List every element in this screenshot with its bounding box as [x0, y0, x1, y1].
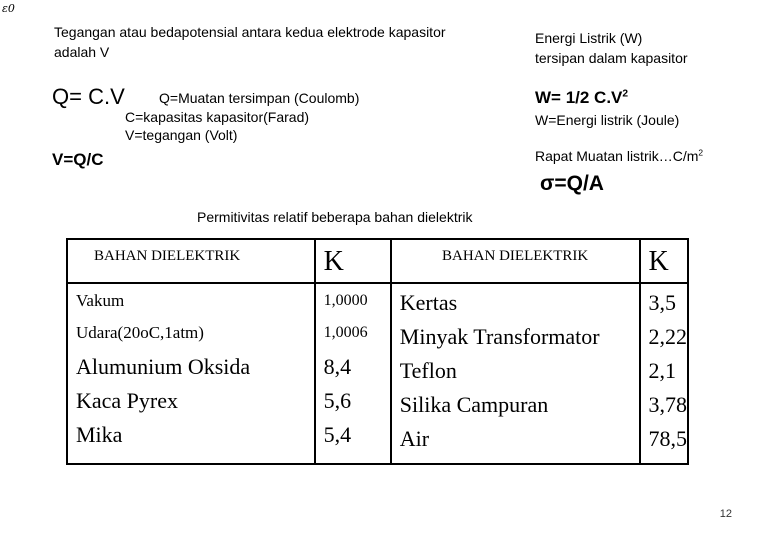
k-air: 78,5 — [648, 426, 687, 451]
charge-density-exponent: 2 — [698, 147, 704, 158]
k-mika: 5,4 — [323, 422, 352, 447]
intro-line-2: adalah V — [54, 44, 110, 60]
formula-v: V=Q/C — [52, 150, 104, 169]
table-title: Permitivitas relatif beberapa bahan dielektrik — [197, 209, 473, 225]
epsilon-symbol: ε0 — [2, 2, 15, 15]
formula-sigma: σ=Q/A — [540, 172, 604, 195]
desc-c-v — [125, 108, 309, 144]
desc-v: V=tegangan (Volt) — [125, 127, 238, 143]
desc-w: W=Energi listrik (Joule) — [535, 112, 680, 128]
page-number: 12 — [719, 508, 732, 520]
k-vakum: 1,0000 — [323, 292, 368, 309]
desc-q: Q=Muatan tersimpan (Coulomb) — [159, 90, 360, 106]
dielectric-table — [66, 238, 689, 465]
material-udara: Udara(20oC,1atm) — [76, 323, 204, 342]
material-silika-campuran: Silika Campuran — [399, 392, 549, 417]
material-alumunium-oksida: Alumunium Oksida — [76, 354, 251, 379]
charge-density-text: Rapat Muatan listrik…C/m — [535, 148, 699, 164]
charge-density-label — [535, 146, 703, 166]
material-kertas: Kertas — [399, 290, 458, 315]
material-minyak-transformator: Minyak Transformator — [399, 324, 600, 349]
k-teflon: 2,1 — [648, 358, 676, 383]
formula-w-base: W= 1/2 C.V — [535, 88, 623, 107]
k-kertas: 3,5 — [648, 290, 676, 315]
material-kaca-pyrex: Kaca Pyrex — [76, 388, 179, 413]
formula-q: Q= C.V — [52, 84, 125, 109]
intro-line-1: Tegangan atau bedapotensial antara kedua elektrode kapasitor — [54, 24, 446, 40]
k-udara: 1,0006 — [323, 324, 368, 341]
k-alumunium-oksida: 8,4 — [323, 354, 352, 379]
left-k-cell — [315, 283, 391, 464]
table-header-row — [67, 239, 688, 283]
k-silika-campuran: 3,78 — [648, 392, 687, 417]
energy-intro-line-1: Energi Listrik (W) — [535, 30, 643, 46]
table-body-row — [67, 283, 688, 464]
right-k-cell — [640, 283, 689, 464]
header-k-left: K — [315, 239, 391, 283]
material-teflon: Teflon — [399, 358, 457, 383]
material-vakum: Vakum — [76, 291, 125, 310]
k-minyak-transformator: 2,22 — [648, 324, 687, 349]
energy-intro-text — [535, 28, 688, 68]
left-materials-cell — [67, 283, 315, 464]
intro-text — [54, 22, 446, 62]
formula-w — [535, 88, 628, 108]
desc-c: C=kapasitas kapasitor(Farad) — [125, 109, 310, 125]
header-material-right: BAHAN DIELEKTRIK — [391, 239, 640, 283]
k-kaca-pyrex: 5,6 — [323, 388, 352, 413]
formula-w-exponent: 2 — [622, 88, 629, 100]
energy-intro-line-2: tersipan dalam kapasitor — [535, 50, 688, 66]
material-mika: Mika — [76, 422, 123, 447]
material-air: Air — [399, 426, 430, 451]
header-material-left: BAHAN DIELEKTRIK — [67, 239, 315, 283]
header-k-right: K — [640, 239, 689, 283]
right-materials-cell — [391, 283, 640, 464]
